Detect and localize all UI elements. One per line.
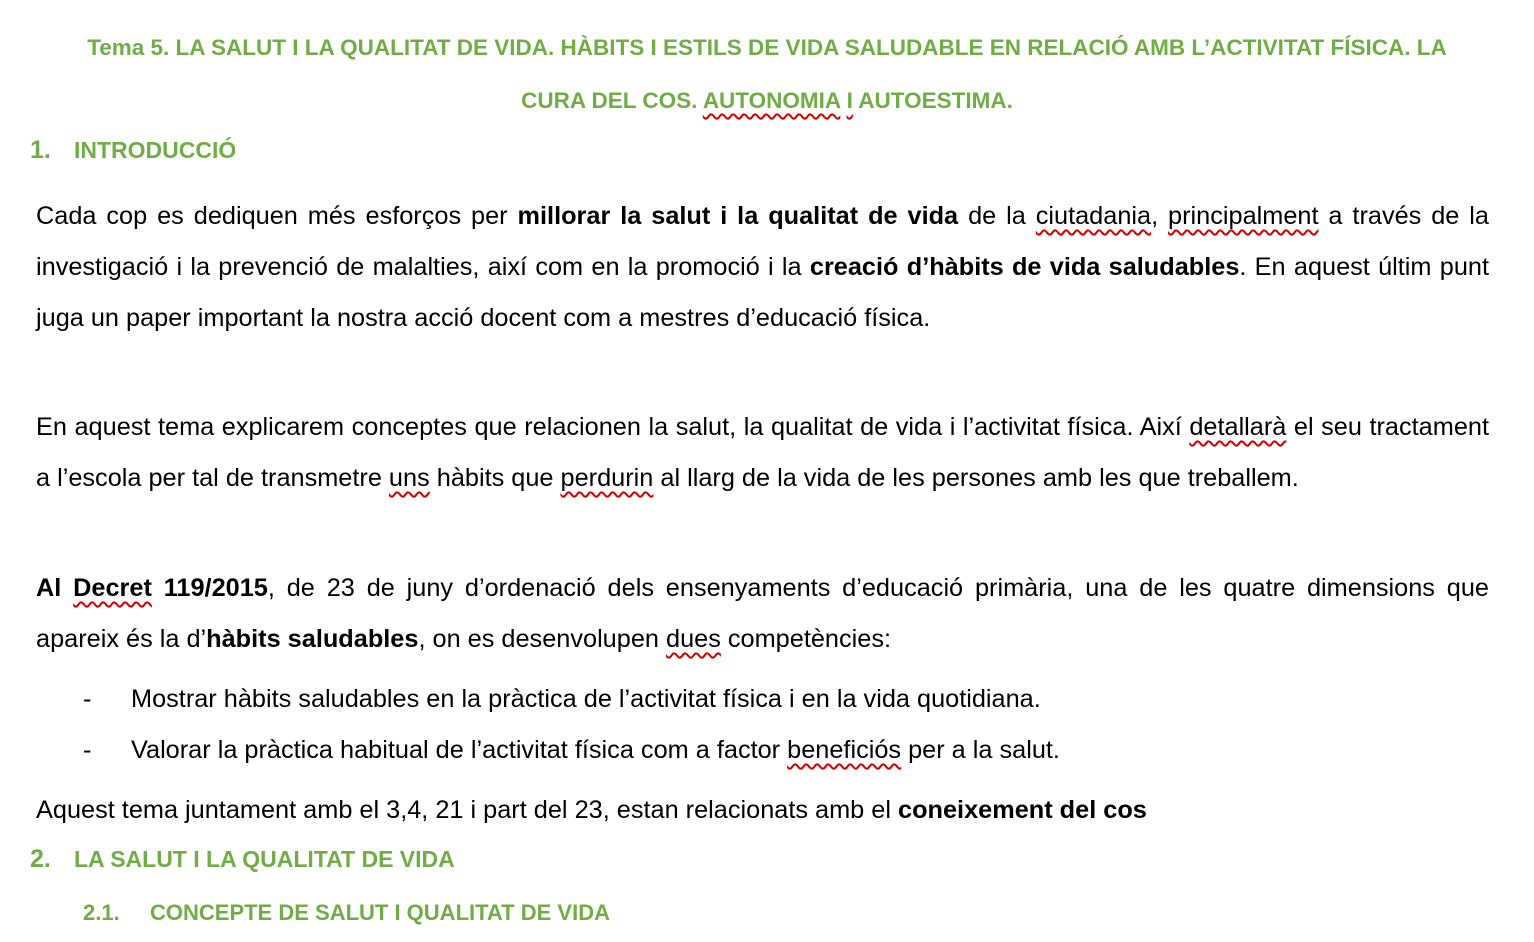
section-number: 2.: [30, 845, 51, 873]
document-title: [36, 21, 1498, 127]
spellcheck-word[interactable]: Decret: [73, 574, 152, 602]
spellcheck-word[interactable]: perdurin: [560, 464, 654, 492]
list-item: [83, 725, 1060, 776]
paragraph-summary: [36, 785, 1489, 836]
list-item-text: Mostrar hàbits saludables en la pràctica de l’activitat física i en la vida quotidiana.: [131, 685, 1041, 713]
text-run: , de 23 de juny d’ordenació dels ensenyaments d’educació primària, una de les quatre dimensions que apareix és la d’: [36, 574, 1489, 653]
text-run: Cada cop es dediquen més esforços per: [36, 202, 518, 230]
spellcheck-word[interactable]: I: [846, 88, 853, 113]
list-item-text: [131, 725, 1060, 776]
bullet-dash: -: [83, 736, 92, 764]
subsection-title: CONCEPTE DE SALUT I QUALITAT DE VIDA: [150, 900, 610, 925]
title-line-1: Tema 5. LA SALUT I LA QUALITAT DE VIDA. HÀBITS I ESTILS DE VIDA SALUDABLE EN RELACIÓ AMB L’ACTIVITAT FÍSICA. LA: [87, 35, 1447, 60]
section-heading-2: [30, 845, 455, 874]
text-run: al llarg de la vida de les persones amb les que treballem.: [653, 464, 1299, 492]
spellcheck-word[interactable]: principalment: [1168, 202, 1319, 230]
bold-text: creació d’hàbits de vida saludables: [809, 253, 1240, 281]
section-title: INTRODUCCIÓ: [74, 137, 237, 163]
bold-text: Al: [36, 574, 74, 602]
paragraph-intro-1: [36, 191, 1489, 344]
text-run: per a la salut.: [901, 736, 1060, 764]
bold-text: 119/2015: [151, 574, 268, 602]
text-run: Aquest tema juntament amb el 3,4, 21 i part del 23, estan relacionats amb el: [36, 796, 898, 824]
subsection-heading-2-1: [83, 900, 610, 926]
bold-text: coneixement del cos: [898, 796, 1147, 824]
bold-text: millorar la salut i la qualitat de vida: [517, 202, 959, 230]
paragraph-intro-2: [36, 402, 1489, 504]
text-run: competències:: [720, 625, 891, 653]
spellcheck-word[interactable]: AUTONOMIA: [702, 88, 841, 113]
spellcheck-word[interactable]: detallarà: [1189, 413, 1287, 441]
text-run: hàbits que: [429, 464, 561, 492]
text-run: a través de la investigació i la prevenció de malalties, així com en la promoció i la: [36, 202, 1489, 281]
title-line-2: [36, 74, 1498, 127]
list-item: [83, 674, 1041, 725]
spellcheck-word[interactable]: uns: [388, 464, 430, 492]
spellcheck-word[interactable]: beneficiós: [787, 736, 902, 764]
text-run: Valorar la pràctica habitual de l’activitat física com a factor: [131, 736, 788, 764]
subsection-number: 2.1.: [83, 900, 120, 925]
bold-text: hàbits saludables: [206, 625, 419, 653]
spellcheck-word[interactable]: ciutadania: [1035, 202, 1152, 230]
paragraph-decree: [36, 563, 1489, 665]
title-text: CURA DEL COS.: [521, 88, 703, 113]
text-run: . En aquest últim punt juga un paper important la nostra acció docent com a mestres d’educació física.: [36, 253, 1489, 332]
text-run: de la: [958, 202, 1036, 230]
section-heading-1: [30, 136, 236, 165]
text-run: , on es desenvolupen: [418, 625, 666, 653]
text-run: el seu tractament a l’escola per tal de transmetre: [36, 413, 1489, 492]
text-run: ,: [1151, 202, 1169, 230]
spellcheck-word[interactable]: dues: [666, 625, 721, 653]
section-number: 1.: [30, 136, 51, 164]
title-text: AUTOESTIMA.: [852, 88, 1013, 113]
text-run: En aquest tema explicarem conceptes que relacionen la salut, la qualitat de vida i l’activitat física. Així: [36, 413, 1190, 441]
section-title: LA SALUT I LA QUALITAT DE VIDA: [74, 846, 455, 872]
bullet-dash: -: [83, 685, 92, 713]
